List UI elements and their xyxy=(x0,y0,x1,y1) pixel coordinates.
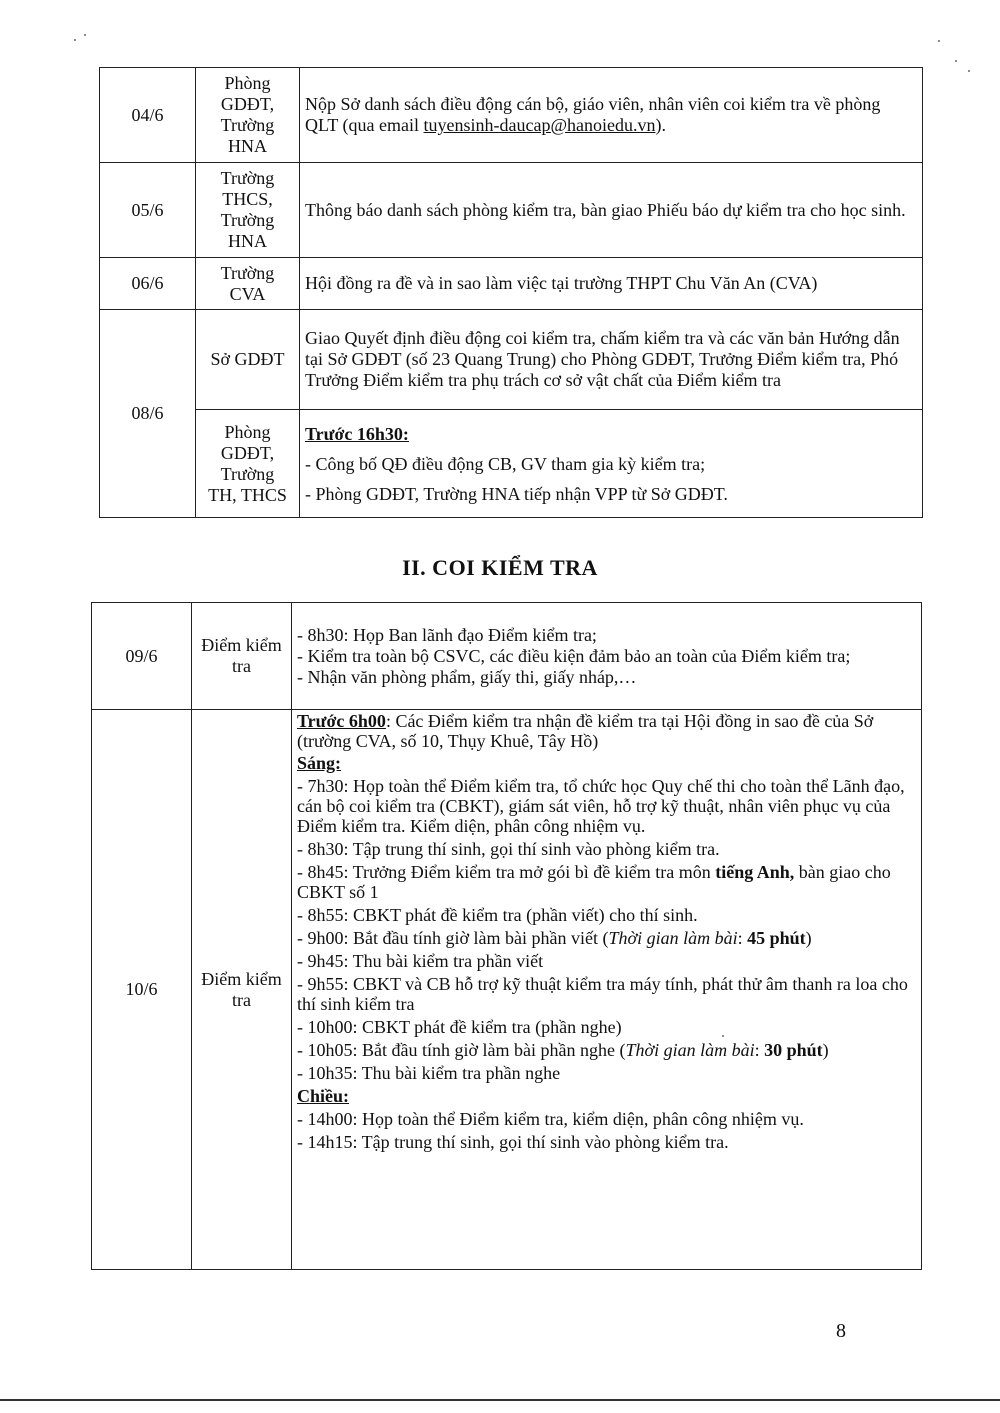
schedule-table-1 xyxy=(99,67,923,518)
list-item: - 8h30: Tập trung thí sinh, gọi thí sinh vào phòng kiểm tra. xyxy=(297,839,720,859)
unit-line: THCS, xyxy=(222,189,273,209)
duration-label: Thời gian làm bài xyxy=(625,1040,755,1060)
content-cell: Hội đồng ra đề và in sao làm việc tại trường THPT Chu Văn An (CVA) xyxy=(300,258,923,310)
content-cell xyxy=(300,68,923,163)
list-item: - Phòng GDĐT, Trường HNA tiếp nhận VPP từ Sở GDĐT. xyxy=(305,483,728,504)
scan-speck xyxy=(968,70,970,72)
content-text: bàn giao cho CBKT số 1 xyxy=(297,862,891,902)
content-text: : xyxy=(737,928,748,948)
schedule-table-2 xyxy=(91,602,922,1270)
content-text: - 9h00: Bắt đầu tính giờ làm bài phần viết ( xyxy=(297,928,609,948)
content-text: ). xyxy=(655,115,666,135)
content-text: : xyxy=(754,1040,765,1060)
unit-line: Phòng xyxy=(224,421,271,442)
unit-line: GDĐT, xyxy=(220,94,275,114)
table-row xyxy=(92,603,922,710)
unit-line: HNA xyxy=(228,231,267,251)
content-cell xyxy=(300,410,923,518)
duration-value: 45 phút xyxy=(747,928,806,948)
unit-line: Trường xyxy=(220,168,275,188)
date-cell: 04/6 xyxy=(100,68,196,163)
unit-cell xyxy=(196,410,300,518)
table-row xyxy=(100,68,923,163)
scan-speck xyxy=(84,34,86,36)
unit-cell: Sở GDĐT xyxy=(196,310,300,410)
duration-label: Thời gian làm bài xyxy=(608,928,738,948)
unit-cell xyxy=(196,68,300,163)
list-item: - Kiểm tra toàn bộ CSVC, các điều kiện đảm bảo an toàn của Điểm kiểm tra; xyxy=(297,645,851,666)
list-item xyxy=(297,1040,916,1060)
list-item: - 10h00: CBKT phát đề kiểm tra (phần nghe) xyxy=(297,1017,622,1037)
unit-line: Trường xyxy=(220,115,275,135)
unit-cell: Điểm kiểm tra xyxy=(192,603,292,710)
section-title: II. COI KIỂM TRA xyxy=(402,555,598,580)
time-heading: Trước 16h30: xyxy=(305,423,409,444)
list-item: - 9h45: Thu bài kiểm tra phần viết xyxy=(297,951,544,971)
list-item xyxy=(297,928,916,948)
list-item: - 10h35: Thu bài kiểm tra phần nghe xyxy=(297,1063,561,1083)
content-cell: Thông báo danh sách phòng kiểm tra, bàn giao Phiếu báo dự kiểm tra cho học sinh. xyxy=(300,163,923,258)
table-row xyxy=(100,310,923,410)
content-cell: Giao Quyết định điều động coi kiểm tra, chấm kiểm tra và các văn bản Hướng dẫn tại Sở GDĐT (số 23 Quang Trung) cho Phòng GDĐT, Trưởng Điểm kiểm tra, Phó Trưởng Điểm kiểm tra phụ trách cơ sở vật chất của Điểm kiểm tra xyxy=(300,310,923,410)
date-cell: 06/6 xyxy=(100,258,196,310)
unit-line: TH, THCS xyxy=(208,484,287,505)
content-text: ) xyxy=(805,928,812,948)
list-item: - 7h30: Họp toàn thể Điểm kiểm tra, tổ chức học Quy chế thi cho toàn thể Lãnh đạo, cán bộ coi kiểm tra (CBKT), giám sát viên, hỗ trợ kỹ thuật, nhân viên phục vụ của Điểm kiểm tra. Kiểm diện, phân công nhiệm vụ. xyxy=(297,776,905,836)
content-cell xyxy=(292,710,922,1270)
unit-line: Trường xyxy=(220,463,275,484)
unit-cell: Điểm kiểm tra xyxy=(192,710,292,1270)
list-item: - 9h55: CBKT và CB hỗ trợ kỹ thuật kiểm tra máy tính, phát thử âm thanh ra loa cho thí sinh kiểm tra xyxy=(297,974,908,1014)
date-cell: 09/6 xyxy=(92,603,192,710)
unit-line: Trường xyxy=(220,210,275,230)
list-item xyxy=(297,711,916,751)
date-cell: 08/6 xyxy=(100,310,196,518)
content-text: Nộp Sở danh sách điều động cán bộ, giáo viên, nhân viên coi kiểm tra về phòng QLT (qua email xyxy=(305,94,881,135)
content-text: : Các Điểm kiểm tra nhận đề kiểm tra tại Hội đồng in sao đề của Sở (trường CVA, số 10, Thụy Khuê, Tây Hồ) xyxy=(297,711,874,751)
content-text: ) xyxy=(822,1040,829,1060)
list-item: - 8h30: Họp Ban lãnh đạo Điểm kiểm tra; xyxy=(297,624,597,645)
session-heading: Sáng: xyxy=(297,753,342,773)
duration-value: 30 phút xyxy=(764,1040,823,1060)
table-row xyxy=(100,410,923,518)
content-cell xyxy=(292,603,922,710)
scan-speck xyxy=(938,40,940,42)
list-item xyxy=(297,862,916,902)
table-row xyxy=(100,163,923,258)
page-number: 8 xyxy=(836,1320,846,1342)
list-item: - 8h55: CBKT phát đề kiểm tra (phần viết) cho thí sinh. xyxy=(297,905,698,925)
session-heading: Chiều: xyxy=(297,1086,350,1106)
bottom-rule xyxy=(0,1399,1000,1401)
list-item: - 14h15: Tập trung thí sinh, gọi thí sinh vào phòng kiểm tra. xyxy=(297,1132,729,1152)
unit-cell xyxy=(196,163,300,258)
content-text: - 10h05: Bắt đầu tính giờ làm bài phần nghe ( xyxy=(297,1040,626,1060)
list-item: - 14h00: Họp toàn thể Điểm kiểm tra, kiểm diện, phân công nhiệm vụ. xyxy=(297,1109,804,1129)
list-item: - Công bố QĐ điều động CB, GV tham gia kỳ kiểm tra; xyxy=(305,453,706,474)
content-text: - 8h45: Trưởng Điểm kiểm tra mở gói bì đề kiểm tra môn xyxy=(297,862,716,882)
scan-speck xyxy=(955,60,957,62)
list-item: - Nhận văn phòng phẩm, giấy thi, giấy nháp,… xyxy=(297,666,637,687)
unit-line: GDĐT, xyxy=(220,442,275,463)
scan-speck xyxy=(74,39,76,41)
scan-speck xyxy=(722,1035,724,1037)
table-row xyxy=(100,258,923,310)
email-link[interactable]: tuyensinh-daucap@hanoiedu.vn xyxy=(423,115,656,135)
unit-line: Phòng xyxy=(224,73,271,93)
unit-line: CVA xyxy=(229,283,266,304)
table-row xyxy=(92,710,922,1270)
time-heading: Trước 6h00 xyxy=(297,711,386,731)
subject-name: tiếng Anh, xyxy=(715,862,795,882)
unit-line: Trường xyxy=(220,262,275,283)
date-cell: 05/6 xyxy=(100,163,196,258)
date-cell: 10/6 xyxy=(92,710,192,1270)
unit-line: HNA xyxy=(228,136,267,156)
unit-cell xyxy=(196,258,300,310)
